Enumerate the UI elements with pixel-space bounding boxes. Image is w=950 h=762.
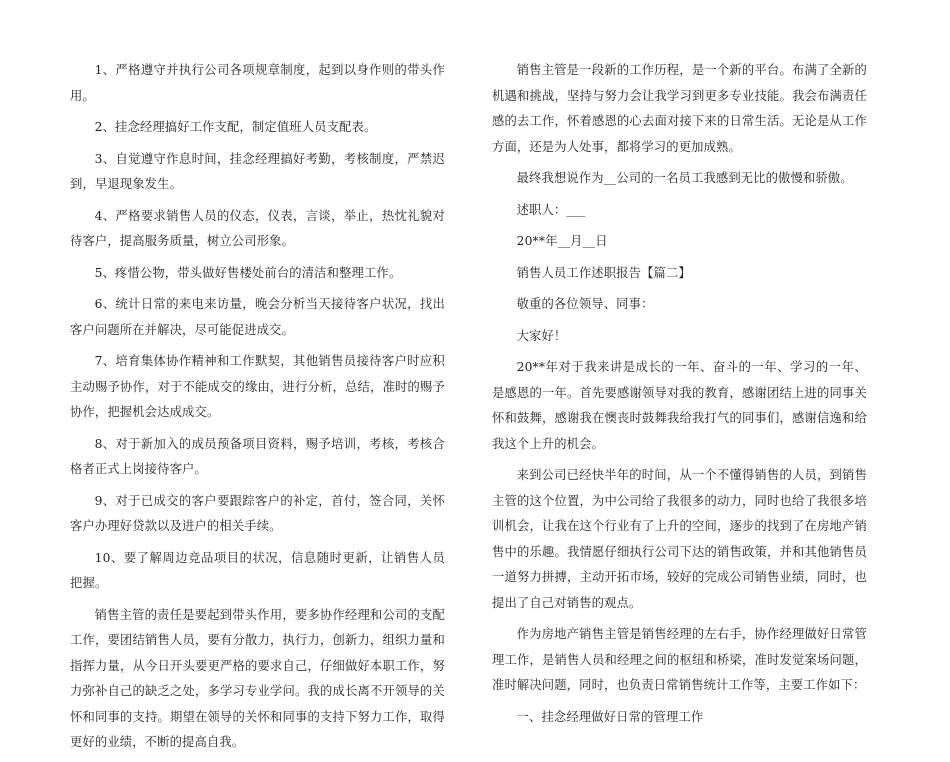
paragraph: 8、对于新加入的成员预备项目资料，赐予培训，考核，考核合格者正式上岗接待客户。	[70, 436, 445, 476]
paragraph: 20**年对于我来讲是成长的一年、奋斗的一年、学习的一年、是感恩的一年。首先要感谢领导对我的教育，感谢团结上进的同事关怀和鼓舞，感谢我在懊丧时鼓舞我给我打气的同事们，感谢信逸和给我这个上升的机会。	[492, 360, 867, 451]
paragraph: 4、严格要求销售人员的仪态，仪表，言谈，举止，热忱礼貌对待客户，提高服务质量，树立公司形象。	[70, 208, 445, 248]
paragraph: 9、对于已成交的客户要跟踪客户的补定，首付，签合同，关怀客户办理好贷款以及进户的相关手续。	[70, 493, 445, 533]
salutation: 敬重的各位领导、同事：	[516, 297, 654, 311]
paragraph: 3、自觉遵守作息时间，挂念经理搞好考勤，考核制度，严禁迟到，早退现象发生。	[70, 151, 445, 191]
paragraph: 5、疼惜公物，带头做好售楼处前台的清洁和整理工作。	[94, 265, 402, 280]
subheading: 一、挂念经理做好日常的管理工作	[516, 709, 704, 724]
paragraph: 作为房地产销售主管是销售经理的左右手，协作经理做好日常管理工作，是销售人员和经理之间的枢纽和桥梁，准时发觉案场问题，准时解决问题，同时，也负责日常销售统计工作等，主要工作如下：	[492, 627, 867, 692]
signature-line: 述职人：___	[516, 202, 586, 217]
paragraph: 10、要了解周边竞品项目的状况，信息随时更新，让销售人员把握。	[70, 550, 445, 590]
greeting: 大家好！	[516, 328, 567, 343]
paragraph: 销售主管是一段新的工作历程，是一个新的平台。布满了全新的机遇和挑战，坚持与努力会让我学习到更多专业技能。我会布满责任感的去工作，怀着感恩的心去面对接下来的日常生活。无论是从工作方面，还是为人处事，都将学习的更加成熟。	[492, 63, 867, 154]
left-column	[70, 58, 445, 762]
paragraph: 来到公司已经快半年的时间，从一个不懂得销售的人员，到销售主管的这个位置，为中公司给了我很多的动力，同时也给了我很多培训机会，让我在这个行业有了上升的空间，逐步的找到了在房地产销售中的乐趣。我情愿仔细执行公司下达的销售政策，并和其他销售员一道努力拼搏，主动开拓市场，较好的完成公司销售业绩，同时，也提出了自己对销售的观点。	[492, 468, 867, 610]
paragraph: 销售主管的责任是要起到带头作用，要多协作经理和公司的支配工作，要团结销售人员，要有分散力，执行力，创新力，组织力量和指挥力量，从今日开头要更严格的要求自己，仔细做好本职工作，努力弥补自己的缺乏之处，多学习专业学问。我的成长离不开领导的关怀和同事的支持。期望在领导的关怀和同事的支持下努力工作，取得更好的业绩，不断的提高自我。	[70, 607, 445, 749]
right-column	[492, 58, 867, 736]
paragraph: 7、培育集体协作精神和工作默契，其他销售员接待客户时应积主动赐予协作，对于不能成交的缘由，进行分析，总结，准时的赐予协作，把握机会达成成交。	[70, 354, 445, 419]
date-line: 20**年__月__日	[516, 234, 608, 248]
paragraph: 6、统计日常的来电来访量，晚会分析当天接待客户状况，找出客户问题所在并解决，尽可能促进成交。	[70, 297, 445, 337]
paragraph: 最终我想说作为__公司的一名员工我感到无比的傲慢和骄傲。	[516, 171, 853, 185]
paragraph: 2、挂念经理搞好工作支配，制定值班人员支配表。	[94, 120, 377, 134]
paragraph: 1、严格遵守并执行公司各项规章制度，起到以身作则的带头作用。	[70, 63, 445, 103]
section-title: 销售人员工作述职报告【篇二】	[516, 265, 691, 280]
